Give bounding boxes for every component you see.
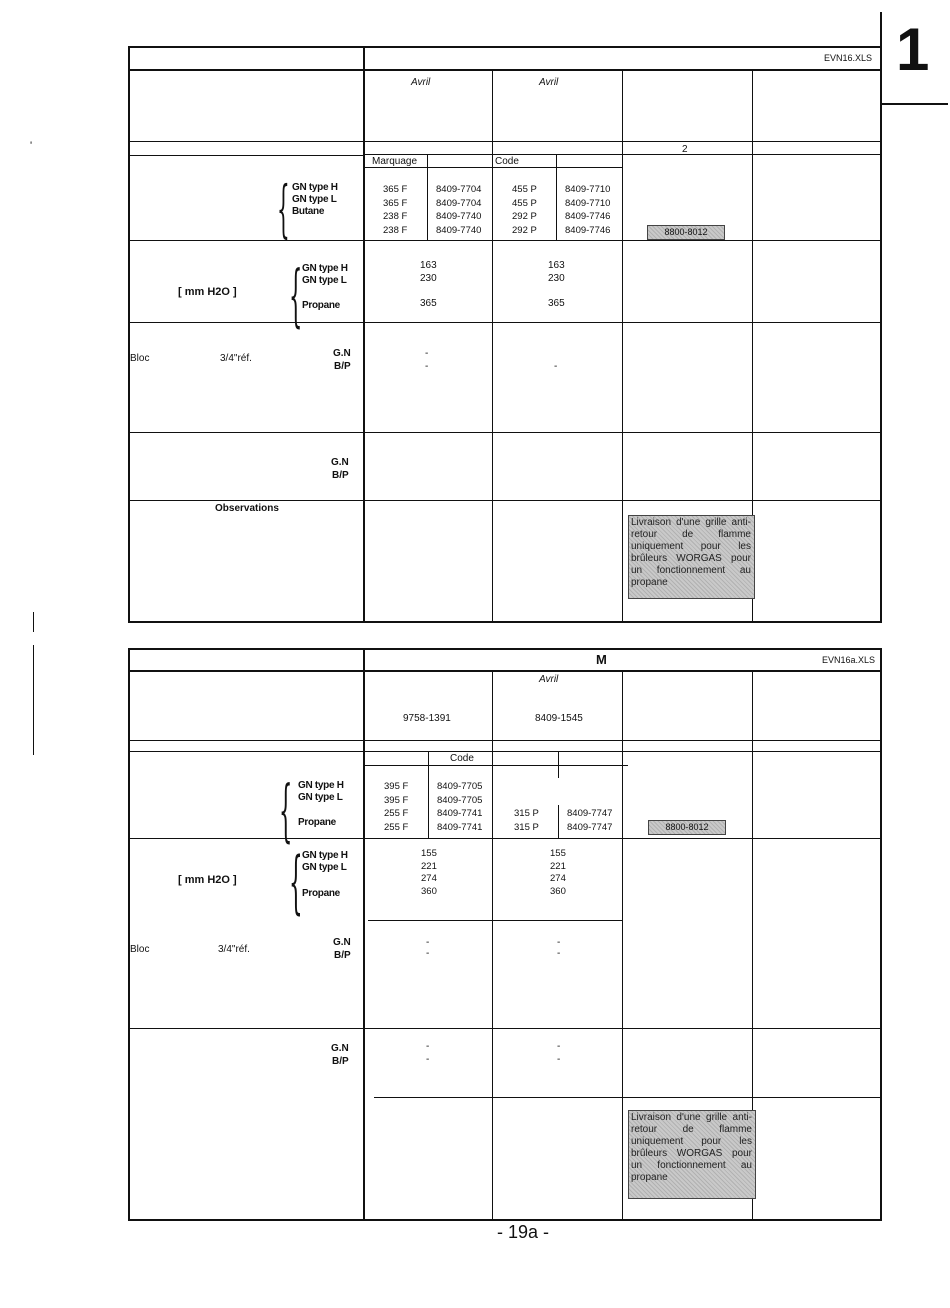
table-cell: 8409-7740 bbox=[436, 224, 482, 236]
table-cell: 8409-7704 bbox=[436, 197, 482, 209]
t1-gas-label: GN type L bbox=[292, 194, 337, 205]
t2-row-rule bbox=[364, 751, 881, 752]
table-cell: 8409-7740 bbox=[436, 211, 482, 222]
table-cell: 8409-7705 bbox=[437, 781, 483, 792]
t1-file-ref: EVN16.XLS bbox=[824, 53, 873, 63]
t2-header-center: M bbox=[596, 652, 607, 667]
margin-line bbox=[33, 645, 34, 755]
t2-col3-code: 8800-8012 bbox=[648, 820, 726, 835]
t2-codes-col1 bbox=[437, 780, 482, 834]
table-cell: 455 P bbox=[512, 197, 537, 209]
table-cell: 8409-7747 bbox=[567, 808, 613, 819]
table-cell: - bbox=[557, 1054, 561, 1065]
table-cell: 221 bbox=[550, 860, 566, 872]
t2-left-border bbox=[128, 648, 130, 1221]
t1-row-rule bbox=[128, 322, 881, 323]
table-cell: 315 P bbox=[514, 821, 539, 833]
t1-s4-gn: G.N bbox=[331, 457, 349, 468]
t1-observations-label: Observations bbox=[215, 503, 279, 514]
t1-right-border bbox=[880, 46, 882, 623]
t2-row-rule bbox=[128, 838, 881, 839]
t1-sub-divider bbox=[556, 154, 557, 240]
brace-icon: { bbox=[277, 174, 290, 246]
t2-row-rule bbox=[374, 1097, 880, 1098]
t2-gas-label: GN type H bbox=[298, 780, 344, 791]
t1-note-text: Livraison d'une grille anti-retour de flamme uniquement pour les brûleurs WORGAS pour un fonctionnement au propane bbox=[631, 517, 751, 588]
t1-label-divider bbox=[363, 46, 365, 623]
table-cell: 163 bbox=[420, 260, 437, 271]
table-cell: 230 bbox=[420, 273, 437, 284]
stray-mark: ' bbox=[30, 140, 33, 152]
table-cell: - bbox=[426, 1041, 430, 1052]
table-cell: 155 bbox=[550, 848, 566, 859]
t2-header-border bbox=[128, 670, 881, 672]
t1-col3-code: 8800-8012 bbox=[647, 225, 725, 240]
table-cell: - bbox=[554, 361, 558, 372]
table-cell: 395 F bbox=[384, 781, 409, 792]
t2-row-rule bbox=[128, 740, 881, 741]
t1-pressure-gas: GN type H bbox=[302, 263, 348, 274]
table-cell: 163 bbox=[548, 260, 565, 271]
t2-gas-label: GN type L bbox=[298, 792, 343, 803]
table-cell: 455 P bbox=[512, 184, 537, 195]
t2-pressure-unit: [ mm H2O ] bbox=[178, 874, 237, 886]
t1-sub-divider bbox=[492, 332, 493, 374]
t2-subheader-code: Code bbox=[450, 753, 474, 764]
t1-subheader-code: Code bbox=[495, 156, 519, 167]
table-cell: - bbox=[557, 937, 561, 948]
table-cell: 255 F bbox=[384, 808, 409, 819]
table-cell: - bbox=[426, 1054, 430, 1065]
t2-file-ref: EVN16a.XLS bbox=[822, 655, 876, 665]
t1-codes-col2 bbox=[565, 183, 610, 237]
t2-row-rule bbox=[368, 920, 622, 921]
table-cell: 8409-7710 bbox=[565, 184, 611, 195]
t2-gas-label: Propane bbox=[298, 817, 336, 828]
t1-row-rule bbox=[364, 167, 622, 168]
t2-col-divider bbox=[492, 670, 493, 1219]
t2-row-rule bbox=[128, 1028, 881, 1029]
table-cell: 8409-7741 bbox=[437, 808, 483, 819]
t2-codes-col2 bbox=[567, 807, 612, 834]
table-cell: - bbox=[425, 348, 429, 359]
t2-bottom-border bbox=[128, 1219, 881, 1221]
t2-s4-bp: B/P bbox=[332, 1056, 349, 1067]
t1-row-rule bbox=[128, 240, 881, 241]
t1-gas-label: Butane bbox=[292, 206, 325, 217]
table-cell: 255 F bbox=[384, 821, 409, 833]
table-cell: - bbox=[426, 948, 430, 959]
t1-pressure-gas: Propane bbox=[302, 300, 340, 311]
t2-row-rule bbox=[364, 765, 628, 766]
t2-sub-divider bbox=[558, 805, 559, 838]
t1-row-rule bbox=[622, 154, 880, 155]
brace-icon: { bbox=[279, 771, 293, 850]
t1-month-2: Avril bbox=[539, 77, 559, 88]
t2-pressure-gas: GN type H bbox=[302, 850, 348, 861]
t2-bloc-bp: B/P bbox=[334, 950, 351, 961]
t2-pressure-col1 bbox=[421, 848, 437, 898]
t2-sub-divider bbox=[428, 751, 429, 838]
table-cell: 274 bbox=[550, 873, 566, 884]
t2-pressure-gas: Propane bbox=[302, 888, 340, 899]
table-cell: 8409-7705 bbox=[437, 794, 483, 806]
t1-row-rule bbox=[128, 141, 881, 142]
t1-bloc-label: Bloc bbox=[130, 353, 150, 364]
t1-bloc-size: 3/4"réf. bbox=[220, 353, 252, 364]
t2-ref-2: 8409-1545 bbox=[535, 713, 583, 724]
t2-bloc-label: Bloc bbox=[130, 944, 150, 955]
table-cell: 360 bbox=[421, 885, 437, 897]
table-cell: 274 bbox=[421, 873, 437, 884]
margin-line bbox=[33, 612, 34, 632]
section-number: 1 bbox=[896, 16, 930, 83]
t2-s4-gn: G.N bbox=[331, 1043, 349, 1054]
table-cell: 155 bbox=[421, 848, 437, 859]
t2-row-rule bbox=[128, 751, 363, 752]
table-cell: 395 F bbox=[384, 794, 409, 806]
table-cell: 238 F bbox=[383, 224, 408, 236]
table-cell: 8409-7746 bbox=[565, 211, 611, 222]
t1-bloc-bp: B/P bbox=[334, 361, 351, 372]
t1-sub-divider bbox=[427, 154, 428, 240]
t2-top-border bbox=[128, 648, 881, 650]
t2-marks-col1 bbox=[384, 780, 408, 834]
t2-right-border bbox=[880, 648, 882, 1221]
t2-sub-divider bbox=[558, 751, 559, 778]
t2-bloc-size: 3/4"réf. bbox=[218, 944, 250, 955]
t1-gas-label: GN type H bbox=[292, 182, 338, 193]
t1-row-rule bbox=[128, 432, 881, 433]
section-rule-horizontal bbox=[880, 103, 948, 105]
t1-col-divider bbox=[622, 69, 623, 621]
table-cell: 8409-7747 bbox=[567, 821, 613, 833]
t1-top-border bbox=[128, 46, 881, 48]
table-cell: - bbox=[426, 937, 430, 948]
table-cell: 8409-7710 bbox=[565, 197, 611, 209]
t2-bloc-gn: G.N bbox=[333, 937, 351, 948]
table-cell: - bbox=[557, 1041, 561, 1052]
t1-row-rule bbox=[128, 500, 881, 501]
t2-ref-1: 9758-1391 bbox=[403, 713, 451, 724]
t1-s4-bp: B/P bbox=[332, 470, 349, 481]
t1-bloc-gn: G.N bbox=[333, 348, 351, 359]
t1-marks-col1 bbox=[383, 183, 407, 237]
brace-icon: { bbox=[289, 843, 303, 923]
table-cell: 221 bbox=[421, 860, 437, 872]
t2-pressure-gas: GN type L bbox=[302, 862, 347, 873]
t1-left-border bbox=[128, 46, 130, 623]
t1-subheader-marquage: Marquage bbox=[372, 156, 418, 167]
t1-pressure-gas: GN type L bbox=[302, 275, 347, 286]
t1-bottom-border bbox=[128, 621, 881, 623]
table-cell: 360 bbox=[550, 885, 566, 897]
t1-pressure-unit: [ mm H2O ] bbox=[178, 286, 237, 298]
table-cell: - bbox=[557, 948, 561, 959]
table-cell: 292 P bbox=[512, 224, 537, 236]
table-cell: 8409-7704 bbox=[436, 184, 482, 195]
t1-col3-top: 2 bbox=[682, 144, 688, 155]
table-cell: 365 bbox=[548, 298, 565, 309]
table-cell: 230 bbox=[548, 273, 565, 284]
table-cell: 315 P bbox=[514, 808, 539, 819]
table-cell: 365 bbox=[420, 298, 437, 309]
t1-row-rule bbox=[128, 155, 363, 156]
page-footer: - 19a - bbox=[497, 1222, 550, 1242]
table-cell: - bbox=[425, 361, 429, 372]
t1-codes-col1 bbox=[436, 183, 481, 237]
t2-pressure-col2 bbox=[550, 848, 566, 898]
table-cell: 292 P bbox=[512, 211, 537, 222]
t1-marks-col2 bbox=[512, 183, 537, 237]
t2-month: Avril bbox=[539, 674, 559, 685]
t1-header-border bbox=[128, 69, 881, 71]
t2-label-divider bbox=[363, 648, 365, 1221]
t2-col-divider bbox=[622, 670, 623, 1219]
table-cell: 365 F bbox=[383, 197, 408, 209]
brace-icon: { bbox=[289, 256, 303, 335]
t2-note-text: Livraison d'une grille anti-retour de flamme uniquement pour les brûleurs WORGAS pour un fonctionnement au propane bbox=[631, 1112, 752, 1183]
t1-row-rule bbox=[364, 154, 622, 155]
t2-marks-col2 bbox=[514, 807, 539, 834]
table-cell: 8409-7741 bbox=[437, 821, 483, 833]
table-cell: 8409-7746 bbox=[565, 224, 611, 236]
table-cell: 365 F bbox=[383, 184, 408, 195]
t1-month-1: Avril bbox=[411, 77, 431, 88]
table-cell: 238 F bbox=[383, 211, 408, 222]
